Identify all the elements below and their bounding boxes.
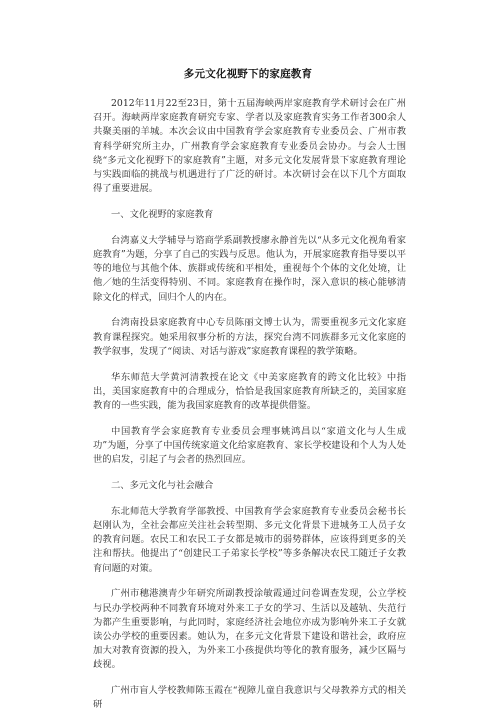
intro-paragraph: 2012年11月22至23日，第十五届海峡两岸家庭教育学术研讨会在广州召开。海峡两岸家庭教育研究专家、学者以及家庭教育实务工作者300余人共聚美丽的羊城。本次会议由中国教育学会家庭教育专业委员会、广州市教育科学研究所主办，广州教育学会家庭教育专业委员会协办。与会人士围绕“多元文化视野下的家庭教育”主题，对多元文化发展背景下家庭教育理论与实践面临的挑战与机遇进行了广泛的研讨。本次研讨会在以下几个方面取得了重要进展。 (93, 98, 406, 195)
paragraph-6: 广州市穗港澳青少年研究所副教授涂敏霞通过问卷调查发现，公立学校与民办学校两种不同教育环境对外来工子女的学习、生活以及越轨、失范行为都产生重要影响，与此同时，家庭经济社会地位亦成为影响外来工子女就读公办学校的重要因素。她认为，在多元文化背景下建设和谐社会，政府应加大对教育资源的投入，为外来工小孩提供均等化的教育服务，减少区隔与歧视。 (93, 588, 406, 671)
paragraph-2: 台湾南投县家庭教育中心专员陈丽文博士认为，需要重视多元文化家庭教育课程探究。她采用叙事分析的方法，探究台湾不同族群多元文化家庭的教学叙事，发现了“阅读、对话与游戏”家庭教育课程的教学策略。 (93, 317, 406, 357)
paragraph-7: 广州市盲人学校教师陈玉霞在“视障儿童自我意识与父母教养方式的相关研 (93, 685, 406, 711)
paragraph-5: 东北师范大学教育学部教授、中国教育学会家庭教育专业委员会秘书长赵刚认为，全社会都应关注社会转型期、多元文化背景下进城务工人员子女的教育问题。农民工和农民工子女都是城市的弱势群体，应该得到更多的关注和帮扶。他提出了“创建民工子弟家长学校”等多条解决农民工随迁子女教育问题的对策。 (93, 505, 406, 574)
paragraph-1: 台湾嘉义大学辅导与谘商学系副教授廖永静首先以“从多元文化视角看家庭教育”为题，分享了自己的实践与反思。他认为，开展家庭教育指导要以平等的地位与其他个体、族群或传统和平相处，重视每个个体的文化处境，让他／她的生活变得特别、不同。家庭教育在操作时，深入意识的核心能够清除文化的样式，回归个人的内在。 (93, 234, 406, 303)
paragraph-4: 中国教育学会家庭教育专业委员会理事姚鸿昌以“家道文化与人生成功”为题，分享了中国传统家道文化给家庭教育、家长学校建设和个人为人处世的启发，引起了与会者的热烈回应。 (93, 425, 406, 466)
document-body (93, 97, 406, 724)
section-heading-1: 一、文化视野的家庭教育 (111, 209, 214, 221)
paragraph-3: 华东师范大学黄河清教授在论文《中美家庭教育的跨文化比较》中指出，美国家庭教育中的合理成分，恰恰是我国家庭教育所缺乏的，美国家庭教育的一些实践，能为我国家庭教育的改革提供借鉴。 (93, 371, 406, 412)
document-title: 多元文化视野下的家庭教育 (183, 68, 313, 80)
section-heading-2: 二、多元文化与社会融合 (111, 480, 214, 492)
